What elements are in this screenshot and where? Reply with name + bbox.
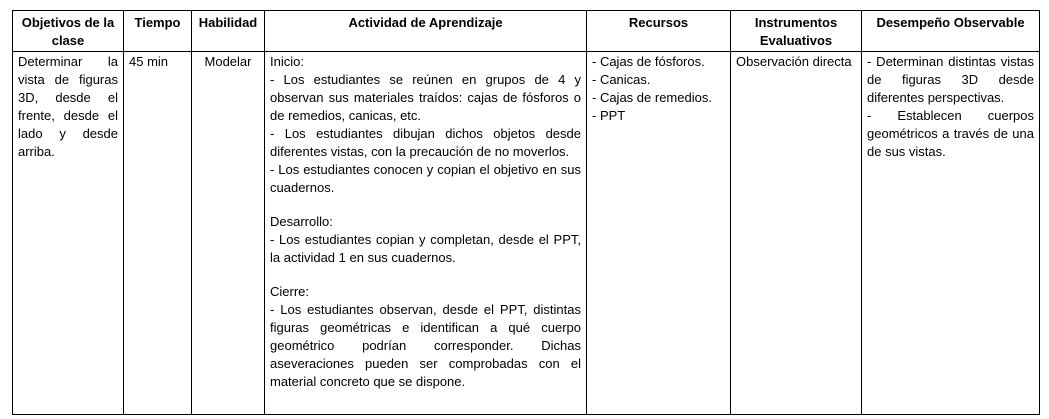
header-desempeno: Desempeño Observable [862,11,1040,52]
header-objetivos: Objetivos de la clase [13,11,124,52]
tiempo-cell: 45 min [124,52,192,415]
header-row [13,11,1040,52]
inicio-section [270,53,581,197]
cierre-section [270,283,581,391]
instrumentos-cell: Observación directa [731,52,862,415]
header-instrumentos: Instrumentos Evaluativos [731,11,862,52]
recurso-item: - Cajas de remedios. [592,90,712,105]
objetivo-cell: Determinar la vista de figuras 3D, desde el frente, desde el lado y desde arriba. [13,52,124,415]
recursos-cell [587,52,731,415]
recurso-item: - PPT [592,108,626,123]
desarrollo-title: Desarrollo: [270,214,333,229]
recurso-item: - Cajas de fósforos. [592,54,705,69]
header-recursos: Recursos [587,11,731,52]
desarrollo-item: - Los estudiantes copian y completan, desde el PPT, la actividad 1 en sus cuadernos. [270,232,581,265]
habilidad-cell: Modelar [192,52,265,415]
inicio-item: - Los estudiantes dibujan dichos objetos desde diferentes vistas, con la precaución de no moverlos. [270,126,581,159]
desempeno-cell [862,52,1040,415]
lesson-plan [12,10,1039,415]
header-actividad: Actividad de Aprendizaje [265,11,587,52]
inicio-item: - Los estudiantes conocen y copian el objetivo en sus cuadernos. [270,162,581,195]
inicio-title: Inicio: [270,54,304,69]
cierre-item: - Los estudiantes observan, desde el PPT, distintas figuras geométricas e identifican a qué cuerpo geométrico podrían corresponder. Dichas aseveraciones pueden ser comprobadas con el material concreto que se dispone. [270,302,581,389]
desempeno-item: - Establecen cuerpos geométricos a través de una de sus vistas. [867,108,1034,159]
header-habilidad: Habilidad [192,11,265,52]
header-tiempo: Tiempo [124,11,192,52]
desempeno-item: - Determinan distintas vistas de figuras 3D desde diferentes perspectivas. [867,54,1034,105]
table-row [13,52,1040,415]
actividad-cell [265,52,587,415]
desarrollo-section [270,213,581,267]
inicio-item: - Los estudiantes se reúnen en grupos de 4 y observan sus materiales traídos: cajas de fósforos o de remedios, canicas, etc. [270,72,581,123]
cierre-title: Cierre: [270,284,310,299]
lesson-plan-table [12,10,1040,415]
recurso-item: - Canicas. [592,72,651,87]
